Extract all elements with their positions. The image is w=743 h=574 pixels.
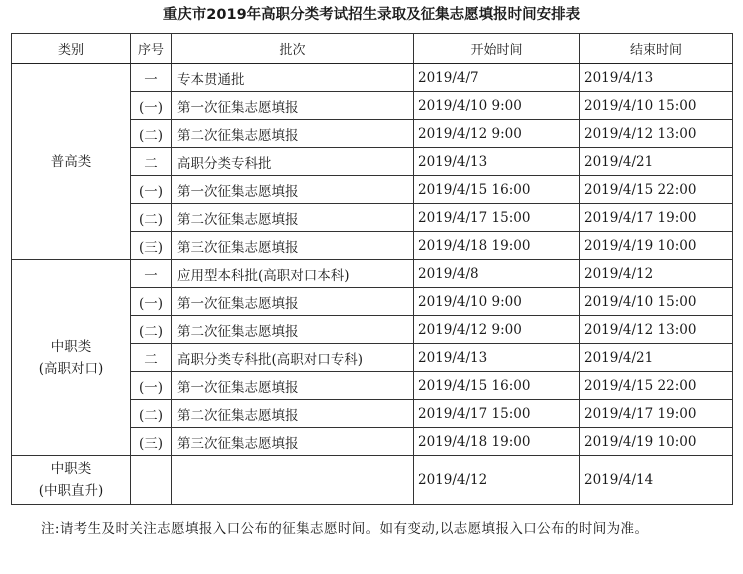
- start-time-cell: 2019/4/8: [414, 260, 580, 288]
- start-time-cell: 2019/4/13: [414, 148, 580, 176]
- category-label: (高职对口): [38, 360, 104, 377]
- category-label: 普高类: [50, 153, 92, 170]
- end-time-cell: 2019/4/15 22:00: [580, 372, 733, 400]
- batch-cell: 第一次征集志愿填报: [172, 288, 414, 316]
- end-time-cell: 2019/4/15 22:00: [580, 176, 733, 204]
- start-time-cell: 2019/4/10 9:00: [414, 92, 580, 120]
- batch-cell: [172, 456, 414, 505]
- table-row: [12, 260, 733, 288]
- end-time-cell: 2019/4/12 13:00: [580, 316, 733, 344]
- seq-cell: 一: [131, 260, 172, 288]
- end-time-cell: 2019/4/10 15:00: [580, 92, 733, 120]
- header-end-time: 结束时间: [580, 34, 733, 64]
- start-time-cell: 2019/4/18 19:00: [414, 232, 580, 260]
- seq-cell: (二): [131, 400, 172, 428]
- start-time-cell: 2019/4/17 15:00: [414, 204, 580, 232]
- seq-cell: (三): [131, 428, 172, 456]
- seq-cell: (三): [131, 232, 172, 260]
- seq-cell: (二): [131, 120, 172, 148]
- category-label: (中职直升): [38, 483, 104, 499]
- header-start-time: 开始时间: [414, 34, 580, 64]
- seq-cell: (一): [131, 92, 172, 120]
- end-time-cell: 2019/4/17 19:00: [580, 204, 733, 232]
- batch-cell: 第三次征集志愿填报: [172, 232, 414, 260]
- category-label: 中职类: [50, 338, 92, 355]
- seq-cell: (二): [131, 204, 172, 232]
- batch-cell: 第二次征集志愿填报: [172, 204, 414, 232]
- category-label: 中职类: [50, 461, 92, 477]
- batch-cell: 第一次征集志愿填报: [172, 176, 414, 204]
- seq-cell: 一: [131, 64, 172, 92]
- end-time-cell: 2019/4/12 13:00: [580, 120, 733, 148]
- table-title: 重庆市2019年高职分类考试招生录取及征集志愿填报时间安排表: [162, 7, 581, 23]
- end-time-cell: 2019/4/19 10:00: [580, 232, 733, 260]
- end-time-cell: 2019/4/17 19:00: [580, 400, 733, 428]
- batch-cell: 高职分类专科批: [172, 148, 414, 176]
- batch-cell: 应用型本科批(高职对口本科): [172, 260, 414, 288]
- seq-cell: (一): [131, 288, 172, 316]
- schedule-body: [12, 64, 733, 505]
- start-time-cell: 2019/4/15 16:00: [414, 176, 580, 204]
- end-time-cell: 2019/4/21: [580, 344, 733, 372]
- batch-cell: 第三次征集志愿填报: [172, 428, 414, 456]
- footnote: 注:请考生及时关注志愿填报入口公布的征集志愿时间。如有变动,以志愿填报入口公布的时间为准。: [41, 521, 649, 537]
- end-time-cell: 2019/4/14: [580, 456, 733, 505]
- start-time-cell: 2019/4/17 15:00: [414, 400, 580, 428]
- batch-cell: 第一次征集志愿填报: [172, 372, 414, 400]
- end-time-cell: 2019/4/19 10:00: [580, 428, 733, 456]
- seq-cell: 二: [131, 148, 172, 176]
- start-time-cell: 2019/4/10 9:00: [414, 288, 580, 316]
- batch-cell: 第一次征集志愿填报: [172, 92, 414, 120]
- start-time-cell: 2019/4/12 9:00: [414, 316, 580, 344]
- start-time-cell: 2019/4/7: [414, 64, 580, 92]
- header-row: [12, 34, 733, 64]
- table-row: [12, 456, 733, 505]
- category-cell: [12, 64, 131, 260]
- start-time-cell: 2019/4/12 9:00: [414, 120, 580, 148]
- batch-cell: 高职分类专科批(高职对口专科): [172, 344, 414, 372]
- batch-cell: 专本贯通批: [172, 64, 414, 92]
- header-batch: 批次: [172, 34, 414, 64]
- seq-cell: (一): [131, 372, 172, 400]
- category-cell: [12, 260, 131, 456]
- end-time-cell: 2019/4/21: [580, 148, 733, 176]
- seq-cell: [131, 456, 172, 505]
- end-time-cell: 2019/4/12: [580, 260, 733, 288]
- start-time-cell: 2019/4/15 16:00: [414, 372, 580, 400]
- batch-cell: 第二次征集志愿填报: [172, 400, 414, 428]
- batch-cell: 第二次征集志愿填报: [172, 120, 414, 148]
- start-time-cell: 2019/4/12: [414, 456, 580, 505]
- start-time-cell: 2019/4/18 19:00: [414, 428, 580, 456]
- seq-cell: (一): [131, 176, 172, 204]
- start-time-cell: 2019/4/13: [414, 344, 580, 372]
- category-cell: [12, 456, 131, 505]
- header-category: 类别: [12, 34, 131, 64]
- seq-cell: (二): [131, 316, 172, 344]
- header-seq: 序号: [131, 34, 172, 64]
- batch-cell: 第二次征集志愿填报: [172, 316, 414, 344]
- table-row: [12, 64, 733, 92]
- end-time-cell: 2019/4/13: [580, 64, 733, 92]
- end-time-cell: 2019/4/10 15:00: [580, 288, 733, 316]
- seq-cell: 二: [131, 344, 172, 372]
- schedule-table: [11, 33, 733, 505]
